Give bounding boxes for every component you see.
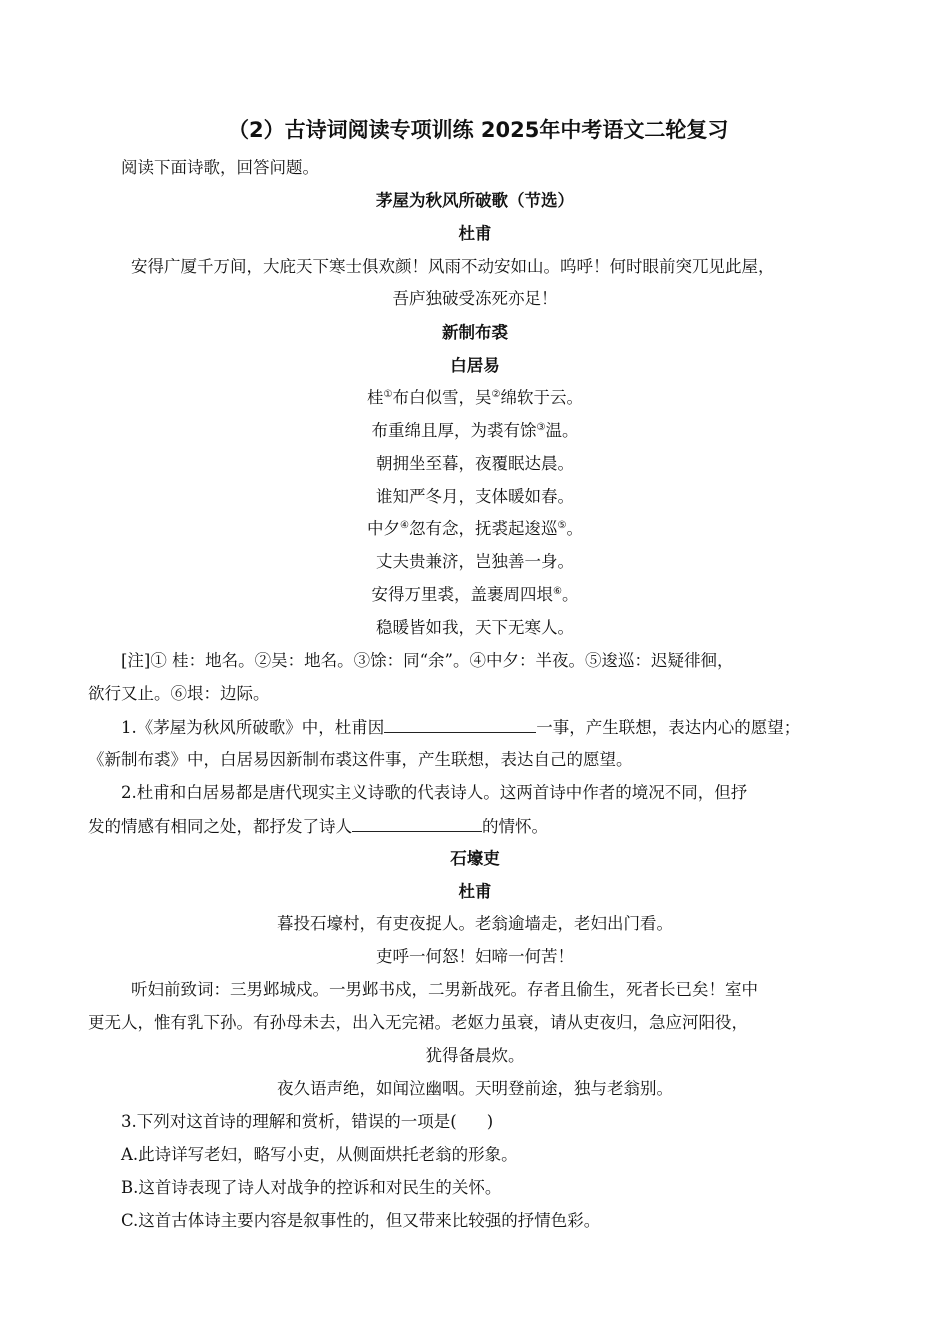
notes-line-2: 欲行又止。⑥垠：边际。 — [88, 684, 270, 703]
poem3-title: 石壕吏 — [450, 849, 500, 868]
question-1-line-1 — [121, 715, 800, 740]
poem2-author: 白居易 — [450, 356, 500, 375]
poem2-line-1-text: 绵软于云。 — [500, 388, 583, 407]
poem2-line-8: 稳暖皆如我，天下无寒人。 — [376, 618, 574, 637]
question-1-line-2: 《新制布裘》中，白居易因新制布裘这件事，产生联想，表达自己的愿望。 — [88, 750, 633, 769]
answer-blank-2[interactable] — [352, 814, 482, 832]
poem3-line-1: 暮投石壕村，有吏夜捉人。老翁逾墙走，老妇出门看。 — [277, 914, 673, 933]
poem2-line-5-text: 。 — [566, 519, 583, 538]
poem2-line-1 — [0, 386, 950, 410]
question-1-text: 1.《茅屋为秋风所破歌》中，杜甫因 — [121, 718, 385, 737]
option-b: B.这首诗表现了诗人对战争的控诉和对民生的关怀。 — [121, 1178, 502, 1197]
poem3-line-6: 夜久语声绝，如闻泣幽咽。天明登前途，独与老翁别。 — [277, 1079, 673, 1098]
poem2-line-5-text: 中夕 — [367, 519, 401, 538]
question-2-line-2 — [88, 814, 548, 839]
question-3-text: 3.下列对这首诗的理解和赏析，错误的一项是( — [121, 1112, 457, 1131]
option-a: A.此诗详写老妇，略写小吏，从侧面烘托老翁的形象。 — [121, 1145, 518, 1164]
poem2-line-6: 丈夫贵兼济，岂独善一身。 — [376, 552, 574, 571]
question-3-text: ) — [486, 1112, 494, 1131]
footnote-marker: ② — [491, 389, 501, 400]
poem3-line-5: 犹得备晨炊。 — [425, 1046, 525, 1065]
poem2-line-7 — [0, 583, 950, 607]
footnote-marker: ⑥ — [553, 586, 562, 597]
page-title: （2）古诗词阅读专项训练 2025年中考语文二轮复习 — [228, 118, 729, 142]
question-2-text: 发的情感有相同之处，都抒发了诗人 — [88, 817, 352, 836]
poem1-title: 茅屋为秋风所破歌（节选） — [376, 191, 574, 210]
poem2-line-4: 谁知严冬月，支体暖如春。 — [376, 487, 574, 506]
poem2-line-5-text: 忽有念，抚裘起逡巡 — [409, 519, 558, 538]
question-2-line-1: 2.杜甫和白居易都是唐代现实主义诗歌的代表诗人。这两首诗中作者的境况不同，但抒 — [121, 783, 748, 802]
footnote-marker: ③ — [536, 422, 546, 433]
option-c: C.这首古体诗主要内容是叙事性的，但又带来比较强的抒情色彩。 — [121, 1211, 601, 1230]
poem1-line-1: 安得广厦千万间，大庇天下寒士俱欢颜！风雨不动安如山。呜呼！何时眼前突兀见此屋， — [131, 257, 775, 276]
poem3-line-4: 更无人，惟有乳下孙。有孙母未去，出入无完裙。老妪力虽衰，请从吏夜归，急应河阳役， — [88, 1013, 748, 1032]
footnote-marker: ⑤ — [557, 520, 567, 531]
question-1-text: 一事，产生联想，表达内心的愿望； — [536, 718, 801, 737]
poem2-line-2-text: 布重绵且厚，为裘有馀 — [371, 421, 537, 440]
footnote-marker: ① — [383, 389, 393, 400]
poem1-author: 杜甫 — [458, 224, 492, 243]
notes-line-1: [注]① 桂：地名。②吴：地名。③馀：同“余”。④中夕：半夜。⑤逡巡：迟疑徘徊， — [121, 651, 734, 670]
poem2-line-7-text: 。 — [561, 585, 579, 604]
poem1-line-2: 吾庐独破受冻死亦足！ — [392, 289, 558, 308]
poem2-line-1-text: 桂 — [367, 388, 384, 407]
instruction: 阅读下面诗歌，回答问题。 — [121, 158, 319, 177]
poem2-line-2 — [0, 419, 950, 443]
question-3-stem — [121, 1110, 493, 1134]
poem2-title: 新制布裘 — [442, 323, 508, 342]
poem3-author: 杜甫 — [458, 882, 492, 901]
poem2-line-2-text: 温。 — [545, 421, 579, 440]
poem2-line-5 — [0, 517, 950, 541]
footnote-marker: ④ — [400, 520, 409, 531]
question-2-text: 的情怀。 — [482, 817, 548, 836]
poem3-line-2: 吏呼一何怒！妇啼一何苦！ — [376, 947, 574, 966]
poem2-line-3: 朝拥坐至暮，夜覆眠达晨。 — [376, 454, 574, 473]
poem2-line-7-text: 安得万里裘，盖裹周四垠 — [371, 585, 554, 604]
answer-blank-1[interactable] — [384, 715, 536, 733]
poem3-line-3: 听妇前致词：三男邺城戍。一男邺书戍，二男新战死。存者且偷生，死者长已矣！室中 — [131, 980, 758, 999]
poem2-line-1-text: 布白似雪，吴 — [392, 388, 492, 407]
